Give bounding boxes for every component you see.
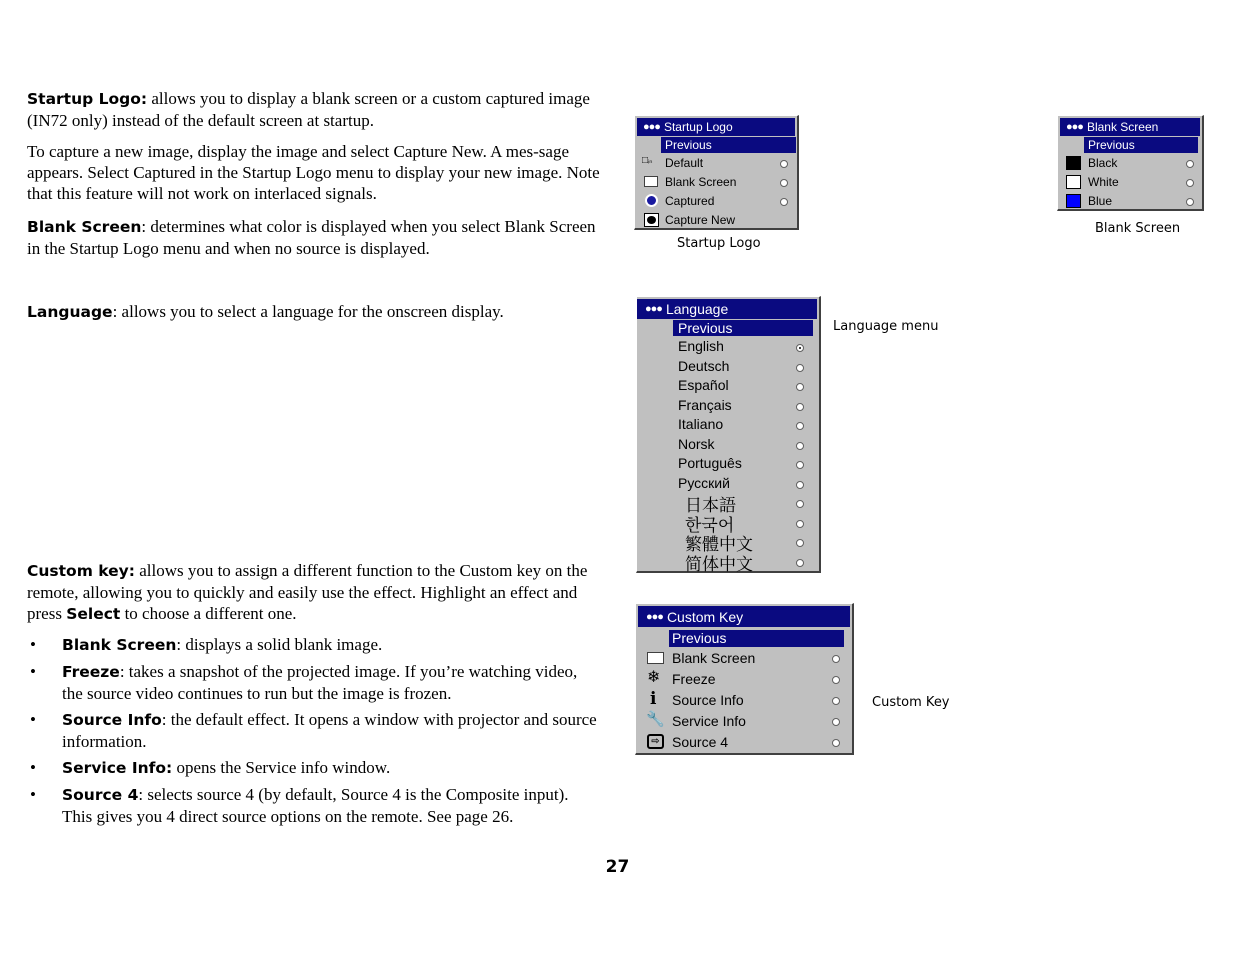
menu-item-captured[interactable]: [635, 192, 795, 211]
menu-item-label: Service Info: [672, 713, 746, 729]
bullet-dot: •: [30, 662, 36, 681]
menu-item-label: Source 4: [672, 734, 729, 750]
menu-item-blue[interactable]: [1058, 192, 1202, 211]
startup-logo-paragraph: [27, 88, 602, 131]
custom-key-menu: [635, 603, 854, 755]
menu-item-source-4[interactable]: [636, 732, 851, 753]
radio-button[interactable]: [1186, 160, 1194, 168]
menu-item-label: Default: [665, 156, 704, 170]
bullet-label: Source 4: [62, 786, 139, 804]
radio-button[interactable]: [780, 198, 788, 206]
menu-item-label: Español: [678, 377, 729, 393]
source-input-icon: ⇨: [647, 734, 664, 749]
wrench-icon: 🔧: [646, 711, 665, 728]
radio-button[interactable]: [832, 676, 840, 684]
menu-item-black[interactable]: [1058, 154, 1202, 173]
menu-previous-item[interactable]: Previous: [661, 137, 796, 153]
radio-button[interactable]: [796, 539, 804, 547]
blank-screen-icon: [644, 176, 658, 187]
radio-button-selected[interactable]: [796, 344, 804, 352]
menu-item-label: Norsk: [678, 435, 715, 452]
radio-button[interactable]: [780, 160, 788, 168]
radio-button[interactable]: [1186, 179, 1194, 187]
radio-button[interactable]: [796, 500, 804, 508]
startup-logo-menu: [634, 115, 799, 230]
blank-screen-text: : determines what color is displayed when you select Blank Screen in the Startup Logo menu and when no source is displayed.: [27, 217, 596, 258]
bullet-label: Blank Screen: [62, 636, 177, 654]
menu-item-label: Русский: [678, 474, 730, 491]
bullet-dot: •: [30, 635, 36, 654]
bullet-text: : selects source 4 (by default, Source 4 is the Composite input). This gives you 4 direct source options on the remote. See page 26.: [62, 785, 569, 826]
radio-button[interactable]: [1186, 198, 1194, 206]
menu-item-source-info[interactable]: [636, 690, 851, 711]
blank-screen-label: Blank Screen: [27, 218, 142, 236]
menu-item-label: English: [678, 338, 724, 354]
bullet-item: [27, 709, 602, 752]
menu-item-label: Blank Screen: [672, 650, 756, 666]
menu-item-label: Français: [678, 396, 732, 413]
custom-key-bullet-list: [27, 634, 602, 832]
menu-item-freeze[interactable]: [636, 669, 851, 690]
bullet-text: : the default effect. It opens a window with projector and source information.: [62, 710, 597, 751]
blank-screen-caption: Blank Screen: [1095, 221, 1181, 236]
menu-item-label: Black: [1088, 156, 1118, 170]
black-swatch-icon: [1066, 156, 1081, 170]
menu-item-label: 简体中文: [685, 554, 753, 575]
menu-title: Language: [665, 301, 729, 317]
radio-button[interactable]: [832, 739, 840, 747]
bullet-text: : displays a solid blank image.: [176, 635, 383, 654]
menu-item-capture-new[interactable]: [635, 211, 795, 230]
custom-key-text: allows you to assign a different function to the Custom key on the remote, allowing you to quickly and easily use the effect. Highlight an effect and press: [27, 561, 588, 623]
white-swatch-icon: [1066, 175, 1081, 189]
menu-item-language[interactable]: [637, 397, 817, 417]
radio-button[interactable]: [796, 383, 804, 391]
menu-item-label: Deutsch: [678, 357, 730, 374]
menu-previous-item[interactable]: Previous: [673, 320, 813, 336]
bullet-label: Source Info: [62, 711, 162, 729]
radio-button[interactable]: [796, 422, 804, 430]
menu-title: Custom Key: [666, 608, 744, 625]
bullet-item: [27, 757, 602, 779]
radio-button[interactable]: [780, 179, 788, 187]
bullet-dot: •: [30, 710, 36, 729]
startup-logo-text: allows you to display a blank screen or a custom captured image (IN72 only) instead of the default screen at startup.: [27, 89, 590, 130]
menu-item-label: 繁體中文: [685, 535, 753, 555]
menu-item-blank-screen[interactable]: [635, 173, 795, 192]
menu-dots-icon: ●●●: [646, 610, 663, 623]
bullet-item: [27, 784, 602, 827]
menu-item-language[interactable]: [637, 436, 817, 456]
bullet-text: : takes a snapshot of the projected image. If you’re watching video, the source video continues to run but the image is frozen.: [62, 662, 578, 703]
blue-swatch-icon: [1066, 194, 1081, 208]
language-label: Language: [27, 303, 113, 321]
menu-title: Startup Logo: [663, 120, 733, 134]
menu-item-label: White: [1088, 175, 1119, 189]
menu-item-blank-screen[interactable]: [636, 648, 851, 669]
capture-new-icon: [644, 213, 659, 227]
bullet-label: Freeze: [62, 663, 120, 681]
language-menu-caption: Language menu: [833, 319, 939, 334]
menu-item-language[interactable]: [637, 416, 817, 436]
blank-screen-paragraph: [27, 216, 602, 259]
blank-screen-icon: [647, 652, 664, 664]
menu-previous-item[interactable]: Previous: [1084, 137, 1198, 153]
custom-key-paragraph: [27, 560, 602, 625]
menu-dots-icon: ●●●: [645, 303, 662, 315]
blank-screen-menu: [1057, 115, 1204, 211]
menu-item-label: Freeze: [672, 671, 716, 687]
custom-key-caption: Custom Key: [872, 695, 950, 710]
radio-button[interactable]: [796, 364, 804, 372]
menu-title-bar: [637, 118, 795, 136]
menu-item-language[interactable]: [637, 358, 817, 378]
menu-item-label: Blue: [1088, 194, 1113, 208]
menu-item-language[interactable]: [637, 553, 817, 573]
radio-button[interactable]: [796, 461, 804, 469]
menu-item-label: 한국어: [685, 515, 735, 536]
page-number: 27: [605, 857, 630, 877]
menu-previous-item[interactable]: Previous: [669, 630, 844, 647]
select-label: Select: [66, 605, 121, 623]
bullet-dot: •: [30, 758, 36, 777]
startup-logo-caption: Startup Logo: [677, 236, 761, 251]
radio-button[interactable]: [796, 442, 804, 450]
menu-item-label: Captured: [665, 194, 715, 208]
snowflake-icon: ❄: [647, 669, 661, 686]
menu-item-language[interactable]: [637, 377, 817, 397]
language-paragraph: [27, 301, 602, 323]
radio-button[interactable]: [796, 481, 804, 489]
menu-item-label: Italiano: [678, 416, 724, 432]
custom-key-text-end: to choose a different one.: [120, 604, 297, 623]
menu-item-service-info[interactable]: [636, 711, 851, 732]
captured-icon: [645, 194, 658, 207]
bullet-item: [27, 634, 602, 656]
menu-item-label: 日本語: [685, 496, 736, 516]
language-text: : allows you to select a language for the onscreen display.: [112, 302, 504, 321]
menu-item-language[interactable]: [637, 455, 817, 475]
menu-item-white[interactable]: [1058, 173, 1202, 192]
menu-item-label: Capture New: [665, 213, 736, 227]
radio-button[interactable]: [796, 559, 804, 567]
bullet-dot: •: [30, 785, 36, 804]
startup-logo-label: Startup Logo:: [27, 90, 148, 108]
menu-item-label: Source Info: [672, 692, 744, 708]
menu-title-bar: [1060, 118, 1200, 136]
radio-button[interactable]: [832, 655, 840, 663]
radio-button[interactable]: [832, 718, 840, 726]
bullet-text: opens the Service info window.: [172, 758, 391, 777]
custom-key-label: Custom key:: [27, 562, 135, 580]
menu-title-bar: [638, 606, 850, 627]
menu-item-default[interactable]: [635, 154, 795, 173]
menu-item-label: Blank Screen: [665, 175, 737, 189]
menu-item-language[interactable]: [637, 338, 817, 358]
logo-icon: □ᵢₙ: [642, 155, 653, 166]
menu-title: Blank Screen: [1086, 120, 1159, 134]
menu-item-label: Português: [678, 455, 742, 471]
bullet-item: [27, 661, 602, 704]
info-icon: i: [650, 689, 657, 709]
menu-title-bar: [637, 299, 817, 319]
language-menu: [636, 296, 821, 573]
radio-button[interactable]: [832, 697, 840, 705]
menu-dots-icon: ●●●: [1066, 121, 1083, 133]
capture-paragraph: To capture a new image, display the image and select Capture New. A mes-sage appears. Select Captured in the Startup Logo menu to display your new image. Note that this feature will not work on interlaced signals.: [27, 142, 600, 203]
radio-button[interactable]: [796, 520, 804, 528]
radio-button[interactable]: [796, 403, 804, 411]
menu-dots-icon: ●●●: [643, 121, 660, 133]
bullet-label: Service Info:: [62, 759, 173, 777]
